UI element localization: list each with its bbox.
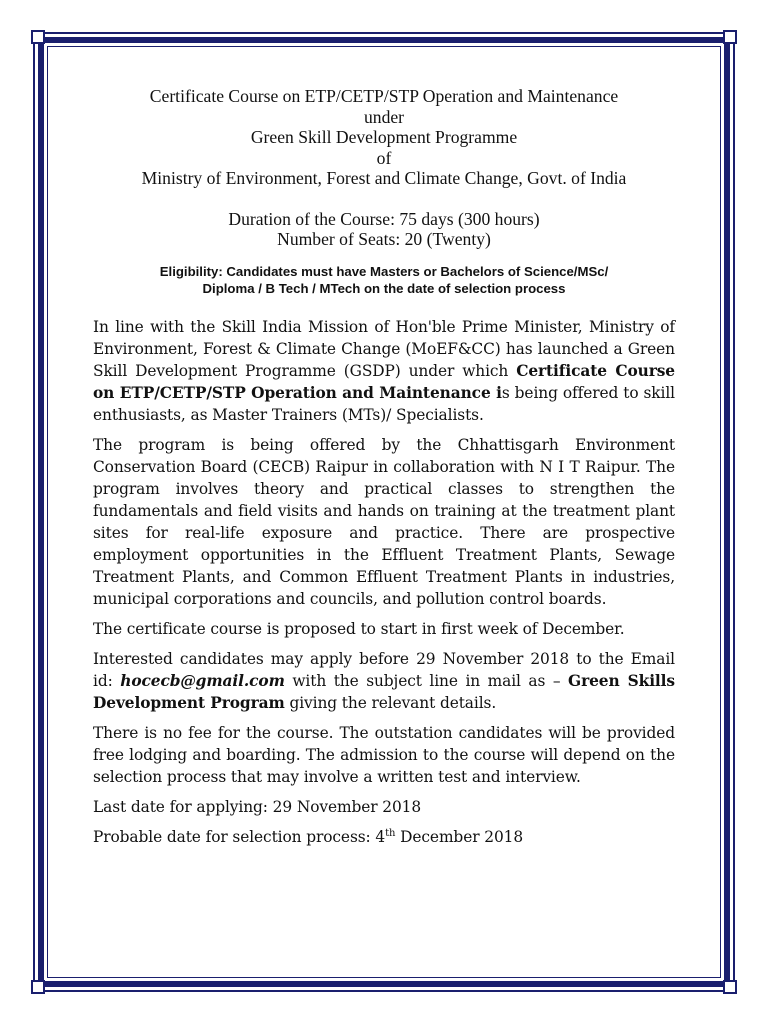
last-date: Last date for applying: 29 November 2018 [93, 797, 422, 816]
course-header [63, 86, 705, 250]
paragraph-intro: In line with the Skill India Mission of Hon'ble Prime Minister, Ministry of Environment, Forest & Climate Change (MoEF&CC) has launched a Green Skill Development Programme (GSDP) under which Certificate Course on ETP/CETP/STP Operation and Maintenance is being offered to skill enthusiasts, as Master Trainers (MTs)/ Specialists. [93, 317, 676, 424]
body-text [93, 316, 675, 848]
border-corner-top-left [31, 30, 45, 44]
course-seats: Number of Seats: 20 (Twenty) [277, 229, 491, 249]
header-ministry: Ministry of Environment, Forest and Climate Change, Govt. of India [141, 168, 627, 188]
document-content [93, 86, 675, 856]
email-address[interactable]: hocecb@gmail.com [120, 671, 285, 690]
header-under: under [363, 106, 405, 127]
paragraph-apply: Interested candidates may apply before 29 November 2018 to the Email id: hocecb@gmail.com with the subject line in mail as – Green Skills Development Program giving the relevant details. [93, 649, 675, 712]
header-title: Certificate Course on ETP/CETP/STP Operation and Maintenance [149, 86, 619, 106]
header-programme: Green Skill Development Programme [250, 127, 518, 147]
border-corner-top-right [723, 30, 737, 44]
selection-date: Probable date for selection process: 4th December 2018 [93, 827, 524, 846]
paragraph-start: The certificate course is proposed to start in first week of December. [93, 619, 625, 638]
paragraph-program: The program is being offered by the Chhattisgarh Environment Conservation Board (CECB) Raipur in collaboration with N I T Raipur. The program involves theory and practical classes to strengthen the fundamentals and field visits and hands on training at the treatment plant sites for real-life exposure and practice. There are prospective employment opportunities in the Effluent Treatment Plants, Sewage Treatment Plants, and Common Effluent Treatment Plants in industries, municipal corporations and councils, and pollution control boards. [93, 435, 675, 608]
course-duration: Duration of the Course: 75 days (300 hours) [228, 208, 540, 229]
eligibility-line-2: Diploma / B Tech / MTech on the date of selection process [202, 280, 566, 296]
border-corner-bottom-left [31, 980, 45, 994]
paragraph-fee: There is no fee for the course. The outstation candidates will be provided free lodging and boarding. The admission to the course will depend on the selection process that may involve a written test and interview. [93, 723, 675, 786]
header-of: of [376, 147, 392, 168]
border-corner-bottom-right [723, 980, 737, 994]
eligibility-line-1: Eligibility: Candidates must have Masters or Bachelors of Science/MSc/ [159, 263, 609, 279]
eligibility-block [63, 263, 705, 297]
